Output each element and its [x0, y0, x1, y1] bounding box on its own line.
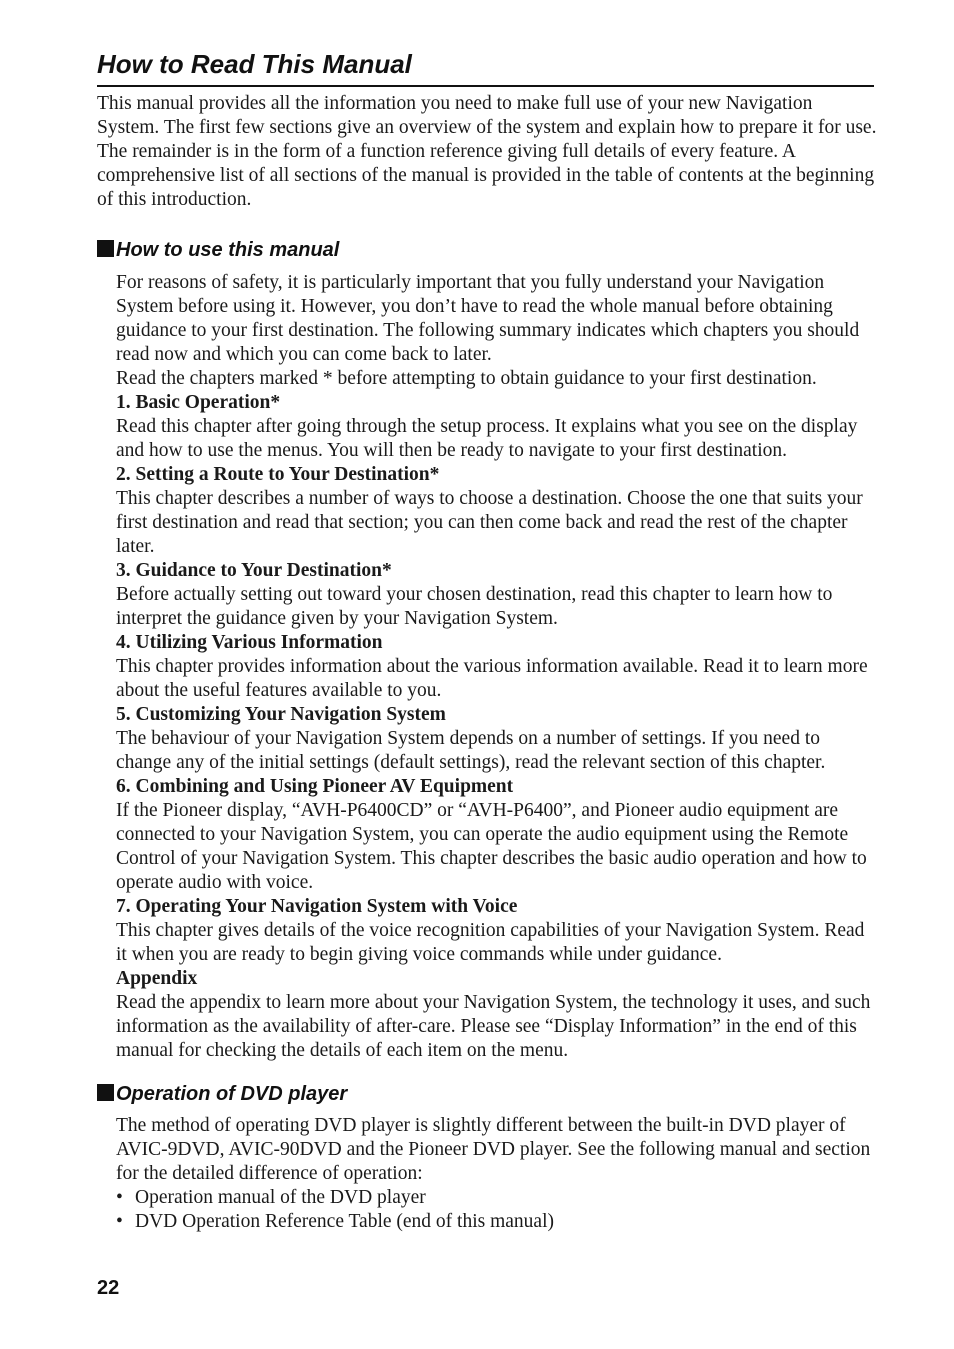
chapter-title: 7. Operating Your Navigation System with Voice [116, 896, 518, 917]
chapter-title: Appendix [116, 968, 198, 989]
chapter-text: Before actually setting out toward your chosen destination, read this chapter to learn how to interpret the guidance given by your Navigation System. [116, 584, 833, 629]
square-bullet-icon [97, 240, 114, 257]
chapter-title: 5. Customizing Your Navigation System [116, 704, 446, 725]
chapter-title: 6. Combining and Using Pioneer AV Equipment [116, 776, 514, 797]
section-heading-dvd [97, 1081, 347, 1107]
intro-paragraph: This manual provides all the information you need to make full use of your new Navigation System. The first few sections give an overview of the system and explain how to prepare it for use. The remainder is in the form of a function reference giving full details of every feature. A comprehensive list of all sections of the manual is provided in the table of contents at the beginning of this introduction. [97, 93, 877, 210]
chapter-title: 4. Utilizing Various Information [116, 632, 383, 653]
use-paragraph-1: For reasons of safety, it is particularly important that you fully understand your Navigation System before using it. However, you don’t have to read the whole manual before obtaining guidance to your first destination. The following summary indicates which chapters you should read now and which you can come back to later. [116, 272, 860, 365]
dvd-paragraph: The method of operating DVD player is slightly different between the built-in DVD player of AVIC-9DVD, AVIC-90DVD and the Pioneer DVD player. See the following manual and section for the detailed difference of operation: [116, 1115, 871, 1184]
section-heading-label: Operation of DVD player [116, 1083, 348, 1105]
use-paragraph-2: Read the chapters marked * before attempting to obtain guidance to your first destination. [116, 368, 817, 389]
list-item: • DVD Operation Reference Table (end of this manual) [116, 1210, 878, 1234]
chapter-title: 3. Guidance to Your Destination* [116, 560, 392, 581]
section-body-use [116, 271, 878, 1063]
chapter-text: The behaviour of your Navigation System depends on a number of settings. If you need to change any of the initial settings (default settings), read the relevant section of this chapter. [116, 728, 826, 773]
chapter-text: Read the appendix to learn more about your Navigation System, the technology it uses, and such information as the availability of after-care. Please see “Display Information” in the end of this manual for checking the details of each item on the menu. [116, 992, 871, 1061]
chapter-text: This chapter describes a number of ways to choose a destination. Choose the one that suits your first destination and read that section; you can then come back and read the rest of the chapter later. [116, 488, 863, 557]
chapter-text: This chapter provides information about the various information available. Read it to learn more about the useful features available to you. [116, 656, 868, 701]
section-body-dvd [116, 1114, 878, 1234]
section-heading-label: How to use this manual [116, 239, 340, 261]
chapter-text: This chapter gives details of the voice recognition capabilities of your Navigation System. Read it when you are ready to begin giving voice commands while under guidance. [116, 920, 865, 965]
page-title: How to Read This Manual [97, 49, 412, 79]
title-rule [97, 85, 874, 87]
list-item: • Operation manual of the DVD player [116, 1186, 878, 1210]
chapter-title: 2. Setting a Route to Your Destination* [116, 464, 440, 485]
page-number: 22 [97, 1277, 120, 1299]
dvd-bullet-list [116, 1186, 878, 1234]
chapter-title: 1. Basic Operation* [116, 392, 281, 413]
chapter-text: Read this chapter after going through the setup process. It explains what you see on the display and how to use the menus. You will then be ready to navigate to your first destination. [116, 416, 858, 461]
section-heading-use [97, 237, 339, 263]
square-bullet-icon [97, 1084, 114, 1101]
chapter-text: If the Pioneer display, “AVH-P6400CD” or “AVH-P6400”, and Pioneer audio equipment are connected to your Navigation System, you can operate the audio equipment using the Remote Control of your Navigation System. This chapter describes the basic audio operation and how to operate audio with voice. [116, 800, 867, 893]
